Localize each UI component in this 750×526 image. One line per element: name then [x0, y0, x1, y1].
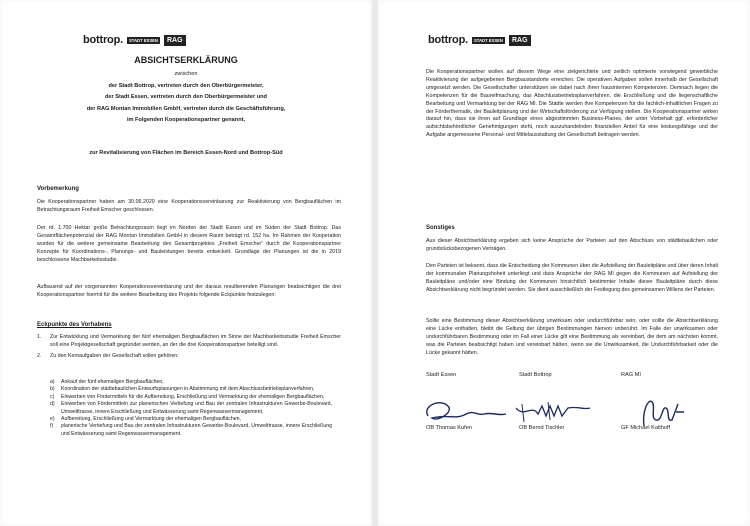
list-item: e) Aufbereitung, Erschließung und Vermarktung der ehemaligen Bergbauflächen, [50, 416, 241, 423]
paragraph: Die Kooperationspartner wollen auf diesem Wege eine zielgerichtete und zeitlich optimierte vorwiegend gewerbliche Reaktivierung der aufgegebenen Bergbaustandorte erreichen. Die operativen Aufgaben sollen innerhalb der Gesellschaft umgesetzt werden. Die Gesellschafter unterstützen sie dabei nach ihren hausinternen Kompetenzen. Demnach liegen die Kompetenzen für die Baureifmachung, das Abschlussbetriebsplanverfahren, die Erschließung und die liegenschaftliche Bearbeitung und Vermarktung bei der RAG MI. Die Städte werden ihre Kompetenzen für die fachlich-inhaltlichen Fragen zu der Förderthematik, der Bauleitplanung und der Wirtschaftsförderung zur Verfügung stellen. Die Kooperationspartner wirken darauf hin, dass sie ihren auf Grundlage eines abgestimmten Business-Planes, der unter Vorbehalt ggf. erforderlicher aufsichtsbehördlicher Genehmigungen steht, noch auszuhandelnden finanziellen Anteil für eine leistungsfähige und der Aufgabe angemessene Personal- und Mittelausstattung der Gesellschaft beitragen werden. [426, 69, 718, 139]
paragraph: Aus dieser Absichtserklärung ergeben sich keine Ansprüche der Parteien auf den Abschluss von städtebaulichen oder grundstücksbezogenen Verträgen. [426, 238, 718, 253]
signatory-name-bottrop: OB Bernd Tischler [519, 425, 565, 431]
document-subject: zur Revitalisierung von Flächen im Bereich Essen-Nord und Bottrop-Süd [89, 150, 283, 156]
list-item: f) planerische Vertiefung und Bau der zentralen Infrastrukturen Gewerbe-Boulevard, Umwelttrasse, innere Erschließung und Entwässerung samt Regenwassermanagement. [50, 423, 332, 437]
list-item: c) Einwerben von Fördermitteln für die Aufbereitung, Erschließung und Vermarktung der ehemaligen Bergbauflächen, [50, 393, 325, 400]
logo-stadt-essen: STADT ESSEN [128, 37, 158, 43]
logo-rag: RAG [509, 35, 531, 46]
intro-line: zwischen [174, 71, 198, 77]
logo-group [428, 34, 531, 46]
section-heading-vorbemerkung: Vorbemerkung [37, 186, 79, 192]
paragraph: Der rd. 1.700 Hektar große Betrachtungsraum liegt im Norden der Stadt Essen und im Süden der Stadt Bottrop. Das Gesamtflächenpotenzial der RAG Montan Immobilien GmbH in diesem Raum beträgt rd. 152 ha. Im Rahmen der Kooperation wurden für die weitere gemeinsame Bearbeitung des Gesamtprojektes „Freiheit Emscher“ durch die Kooperationspartner Konzepte für Koordinations-, Planungs- und Bauleistungen bereits entwickelt. Grundlage der Planungen ist die in 2019 beschlossene Machbarkeitsstudie. [37, 225, 341, 264]
kernaufgaben-list [50, 379, 332, 438]
intro-line: im Folgenden Kooperationspartner genannt, [126, 117, 246, 123]
parties-intro [0, 69, 372, 127]
paragraph: Den Parteien ist bekannt, dass die Entscheidung der Kommunen über die Aufstellung der Bauleitpläne und über deren Inhalt der kommunalen Planungshoheit unterliegt und dass Ansprüche der RAG MI gegen die Kommunen auf Aufstellung der Bauleitpläne und/oder eine Bindung der Kommunen hinsichtlich bestimmter Inhalte dieser Bauleitpläne durch diese Absichtserklärung nicht begründet werden. Sie dient ausschließlich der Festlegung des gemeinsamen Willens der Parteien. [426, 263, 718, 294]
logo-bottrop: bottrop. [428, 34, 468, 46]
signature-party-rag: RAG MI [621, 372, 641, 378]
logo-rag: RAG [164, 35, 186, 46]
list-item: b) Koordination der städtebaulichen Entwurfsplanungen in Abstimmung mit dem Abschlussbetriebsplanverfahren, [50, 386, 315, 393]
document-page-right [378, 0, 750, 526]
list-item: a) Ankauf der fünf ehemaligen Bergbauflächen, [50, 379, 164, 385]
paragraph: Sollte eine Bestimmung dieser Absichtserklärung unwirksam oder undurchführbar sein, oder sollte die Absichtserklärung eine Lücke enthalten, bleibt die Geltung der übrigen Bestimmungen hiervon unberührt. Im Falle der unwirksamen oder undurchführbaren Bestimmung oder im Fall einer Lücke gilt eine Bestimmung als vereinbart, die dem am nächsten kommt, was die Parteien beabsichtigt haben und vereinbart hätten, wenn sie die Unwirksamkeit, die Undurchführbarkeit oder die Lücke gekannt hätten. [426, 318, 718, 357]
list-item: 1. Zur Entwicklung und Vermarktung der fünf ehemaligen Bergbauflächen im Sinne der Machbarkeitsstudie Freiheit Emscher soll eine Projektgesellschaft gegründet werden, an der die drei Kooperationspartner beteiligt sind. [37, 334, 341, 348]
signatory-name-rag: GF Michael Kalthoff [621, 425, 671, 431]
paragraph: Aufbauend auf der vorgenannten Kooperationsvereinbarung und der daraus resultierenden Planungen beabsichtigen die drei Kooperationspartner hiermit für die weitere Bearbeitung des Projekts folgende Eckpunkte festzulegen: [37, 284, 341, 299]
paragraph: Die Kooperationspartner haben am 30.06.2020 eine Kooperationsvereinbarung zur Reaktivierung von Bergbauflächen im Betrachtungsraum Freiheit Emscher geschlossen. [37, 199, 341, 214]
signature-party-bottrop: Stadt Bottrop [519, 372, 552, 378]
eckpunkte-list [37, 333, 341, 360]
list-item: 2. Zu den Kernaufgaben der Gesellschaft sollen gehören: [37, 353, 179, 359]
list-item: d) Einwerben von Fördermitteln zur planerischen Vertiefung und Bau der zentralen Infrastrukturen Gewerbe-Boulevard, Umwelttrasse, innere Erschließung und Entwässerung samt Regenwassermanagement, [50, 401, 332, 415]
section-heading-sonstiges: Sonstiges [426, 225, 455, 231]
logo-stadt-essen: STADT ESSEN [473, 37, 503, 43]
document-title: ABSICHTSERKLÄRUNG [134, 55, 238, 65]
logo-group [83, 34, 186, 46]
signatory-name-essen: OB Thomas Kufen [426, 425, 472, 431]
handwritten-signatures [418, 392, 718, 438]
logo-bottrop: bottrop. [83, 34, 123, 46]
intro-line: der Stadt Essen, vertreten durch den Oberbürgermeister und [105, 94, 267, 100]
section-heading-eckpunkte: Eckpunkte des Vorhabens [37, 322, 112, 328]
document-page-left [0, 0, 372, 526]
intro-line: der Stadt Bottrop, vertreten durch den Oberbürgermeister, [108, 82, 264, 89]
intro-line: der RAG Montan Immobilien GmbH, vertreten durch die Geschäftsführung, [86, 105, 286, 112]
signature-party-essen: Stadt Essen [426, 372, 457, 378]
